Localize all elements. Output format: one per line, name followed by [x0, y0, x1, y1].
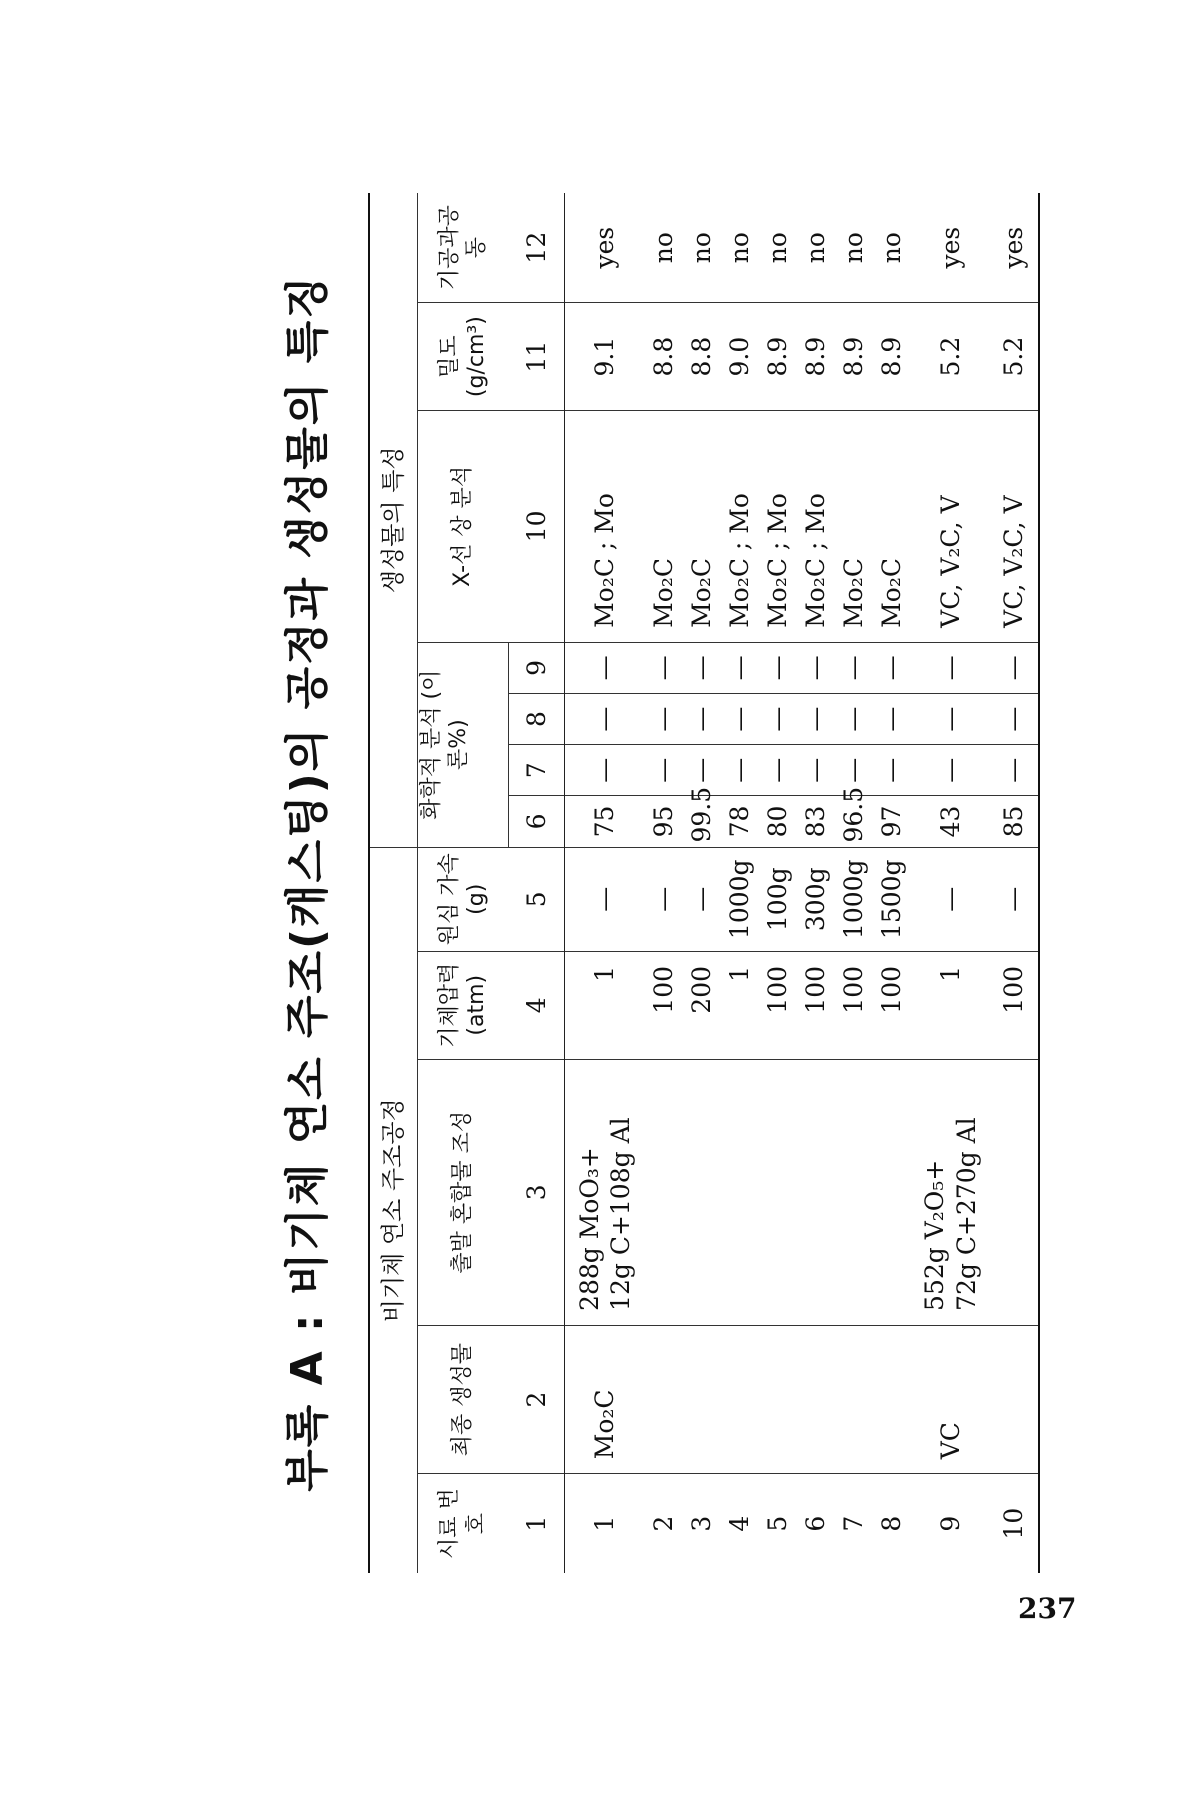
table-row: [565, 193, 645, 1573]
cell-chem-6: 83: [797, 796, 835, 847]
cell-chem-7: —: [721, 745, 759, 796]
cell-sample-no: 3: [686, 1515, 716, 1532]
cell-start-mix: [991, 1059, 1039, 1325]
cell-porosity: no: [645, 193, 683, 303]
header-porosity: 기공과공동: [417, 193, 509, 303]
page-number: 237: [1018, 1592, 1077, 1625]
cell-porosity: no: [873, 193, 911, 303]
cell-centrifugal: 100g: [759, 847, 797, 951]
cell-chem-7: —: [911, 745, 991, 796]
table-body: [565, 193, 1039, 1573]
table-row: [645, 193, 683, 1573]
cell-chem-9: —: [683, 642, 721, 693]
table-row: [835, 193, 873, 1573]
col-index: 1: [509, 1474, 565, 1573]
cell-xray: Mo₂C ; Mo: [797, 410, 835, 642]
cell-porosity: no: [835, 193, 873, 303]
header-start-mix: 출발 혼합물 조성: [417, 1059, 509, 1325]
cell-chem-9: —: [835, 642, 873, 693]
cell-final-product: Mo₂C: [565, 1325, 645, 1473]
cell-porosity: no: [721, 193, 759, 303]
col-index: 6: [509, 796, 565, 847]
cell-chem-7: —: [797, 745, 835, 796]
cell-sample-no: 6: [800, 1515, 830, 1532]
header-centrifugal: 원심 가속 (g): [417, 847, 509, 951]
cell-chem-9: —: [873, 642, 911, 693]
table-row: [991, 193, 1039, 1573]
cell-xray: Mo₂C ; Mo: [721, 410, 759, 642]
cell-final-product: [991, 1325, 1039, 1473]
page-title: 부록 A : 비기체 연소 주조(캐스팅)의 공정과 생성물의 특징: [282, 274, 333, 1492]
cell-chem-6: 85: [991, 796, 1039, 847]
cell-gas-pressure: 200: [683, 951, 721, 1059]
col-index: 3: [509, 1059, 565, 1325]
cell-gas-pressure: 1: [565, 951, 645, 1059]
cell-start-mix: [759, 1059, 797, 1325]
cell-chem-7: —: [873, 745, 911, 796]
header-row: [417, 193, 473, 1573]
group-process: 비기체 연소 주조공정: [369, 847, 417, 1573]
cell-chem-8: —: [873, 694, 911, 745]
cell-chem-9: —: [911, 642, 991, 693]
header-chem-analysis: 화학적 분석 (이론%): [417, 642, 473, 847]
cell-xray: Mo₂C: [645, 410, 683, 642]
cell-centrifugal: —: [911, 847, 991, 951]
cell-start-mix: [565, 1059, 645, 1325]
cell-chem-7: —: [645, 745, 683, 796]
cell-final-product: [645, 1325, 683, 1473]
cell-porosity: yes: [565, 193, 645, 303]
group-header-row: [369, 193, 417, 1573]
cell-density: 5.2: [991, 303, 1039, 411]
cell-centrifugal: —: [645, 847, 683, 951]
cell-start-mix: [911, 1059, 991, 1325]
mix-line: 552g V₂O₅+: [920, 1159, 950, 1311]
header-density: 밀도 (g/cm³): [417, 303, 509, 411]
cell-start-mix: [873, 1059, 911, 1325]
cell-density: 9.0: [721, 303, 759, 411]
cell-xray: VC, V₂C, V: [911, 410, 991, 642]
cell-sample-no: 9: [935, 1515, 965, 1532]
cell-centrifugal: 300g: [797, 847, 835, 951]
col-index: 4: [509, 951, 565, 1059]
col-index: 10: [509, 410, 565, 642]
table-row: [797, 193, 835, 1573]
cell-chem-6: 99.5: [683, 796, 721, 847]
col-index: 11: [509, 303, 565, 411]
cell-chem-6: 95: [645, 796, 683, 847]
cell-chem-7: —: [835, 745, 873, 796]
cell-chem-9: —: [565, 642, 645, 693]
cell-chem-6: 75: [565, 796, 645, 847]
cell-centrifugal: 1000g: [721, 847, 759, 951]
cell-sample-no: 10: [991, 1474, 1039, 1573]
cell-start-mix: [683, 1059, 721, 1325]
table-row: [759, 193, 797, 1573]
mix-line: 288g MoO₃+: [574, 1147, 604, 1311]
cell-porosity: no: [759, 193, 797, 303]
cell-density: 8.9: [797, 303, 835, 411]
cell-final-product: [835, 1325, 873, 1473]
cell-chem-7: —: [759, 745, 797, 796]
col-index: 7: [509, 745, 565, 796]
cell-xray: Mo₂C ; Mo: [759, 410, 797, 642]
cell-sample-no: 5: [762, 1515, 792, 1532]
cell-density: 5.2: [911, 303, 991, 411]
cell-chem-7: —: [565, 745, 645, 796]
cell-xray: Mo₂C: [873, 410, 911, 642]
cell-xray: Mo₂C: [835, 410, 873, 642]
cell-chem-8: —: [721, 694, 759, 745]
cell-gas-pressure: 1: [911, 951, 991, 1059]
cell-final-product: [873, 1325, 911, 1473]
col-index: 12: [509, 193, 565, 303]
cell-chem-8: —: [759, 694, 797, 745]
cell-final-product: [797, 1325, 835, 1473]
cell-porosity: no: [683, 193, 721, 303]
cell-chem-8: —: [683, 694, 721, 745]
cell-density: 9.1: [565, 303, 645, 411]
cell-gas-pressure: 100: [873, 951, 911, 1059]
cell-sample-no: 2: [648, 1515, 678, 1532]
header-xray: X-선 상 분석: [417, 410, 509, 642]
cell-final-product: [683, 1325, 721, 1473]
cell-chem-6: 97: [873, 796, 911, 847]
cell-density: 8.9: [759, 303, 797, 411]
col-index: 5: [509, 847, 565, 951]
cell-xray: Mo₂C: [683, 410, 721, 642]
cell-final-product: [721, 1325, 759, 1473]
table-row: [721, 193, 759, 1573]
cell-start-mix: [721, 1059, 759, 1325]
table-row: [873, 193, 911, 1573]
cell-chem-7: —: [683, 745, 721, 796]
cell-gas-pressure: 100: [759, 951, 797, 1059]
header-gas-pressure: 기체압력 (atm): [417, 951, 509, 1059]
cell-density: 8.8: [683, 303, 721, 411]
cell-start-mix: [645, 1059, 683, 1325]
cell-chem-8: —: [797, 694, 835, 745]
mix-line: 72g C+270g Al: [951, 1117, 981, 1311]
cell-gas-pressure: 100: [645, 951, 683, 1059]
cell-chem-6: 43: [911, 796, 991, 847]
cell-sample-no: 4: [724, 1515, 754, 1532]
table-row: [683, 193, 721, 1573]
cell-density: 8.9: [835, 303, 873, 411]
cell-gas-pressure: 100: [835, 951, 873, 1059]
cell-xray: VC, V₂C, V: [991, 410, 1039, 642]
cell-chem-8: —: [835, 694, 873, 745]
cell-chem-7: —: [991, 745, 1039, 796]
cell-porosity: yes: [911, 193, 991, 303]
cell-gas-pressure: 100: [797, 951, 835, 1059]
group-product: 생성물의 특성: [369, 193, 417, 847]
column-index-row: [509, 193, 565, 1573]
cell-centrifugal: 1000g: [835, 847, 873, 951]
header-sample-no: 시료 번호: [436, 1488, 489, 1560]
table-row: [911, 193, 991, 1573]
data-table: [368, 193, 1040, 1573]
cell-centrifugal: 1500g: [873, 847, 911, 951]
cell-centrifugal: —: [683, 847, 721, 951]
cell-chem-8: —: [911, 694, 991, 745]
cell-density: 8.8: [645, 303, 683, 411]
cell-start-mix: [797, 1059, 835, 1325]
cell-sample-no: 8: [876, 1515, 906, 1532]
cell-sample-no: 7: [838, 1515, 868, 1532]
cell-chem-9: —: [721, 642, 759, 693]
col-index: 8: [509, 694, 565, 745]
mix-line: 12g C+108g Al: [605, 1117, 635, 1311]
cell-start-mix: [835, 1059, 873, 1325]
cell-chem-9: —: [645, 642, 683, 693]
cell-gas-pressure: 1: [721, 951, 759, 1059]
cell-chem-6: 78: [721, 796, 759, 847]
cell-chem-8: —: [991, 694, 1039, 745]
cell-gas-pressure: 100: [991, 951, 1039, 1059]
rotated-content: [263, 193, 1029, 1573]
cell-final-product: VC: [911, 1325, 991, 1473]
cell-centrifugal: —: [991, 847, 1039, 951]
cell-chem-9: —: [991, 642, 1039, 693]
col-index: 9: [509, 642, 565, 693]
cell-chem-8: —: [565, 694, 645, 745]
cell-sample-no: 1: [590, 1515, 620, 1532]
cell-final-product: [759, 1325, 797, 1473]
col-index: 2: [509, 1325, 565, 1473]
cell-density: 8.9: [873, 303, 911, 411]
cell-chem-6: 96.5: [835, 796, 873, 847]
chem-header-underline: [473, 642, 509, 847]
cell-chem-9: —: [797, 642, 835, 693]
cell-porosity: yes: [991, 193, 1039, 303]
cell-chem-9: —: [759, 642, 797, 693]
header-final-product: 최종 생성물: [417, 1325, 509, 1473]
cell-centrifugal: —: [565, 847, 645, 951]
cell-chem-8: —: [645, 694, 683, 745]
cell-chem-6: 80: [759, 796, 797, 847]
cell-porosity: no: [797, 193, 835, 303]
cell-xray: Mo₂C ; Mo: [565, 410, 645, 642]
